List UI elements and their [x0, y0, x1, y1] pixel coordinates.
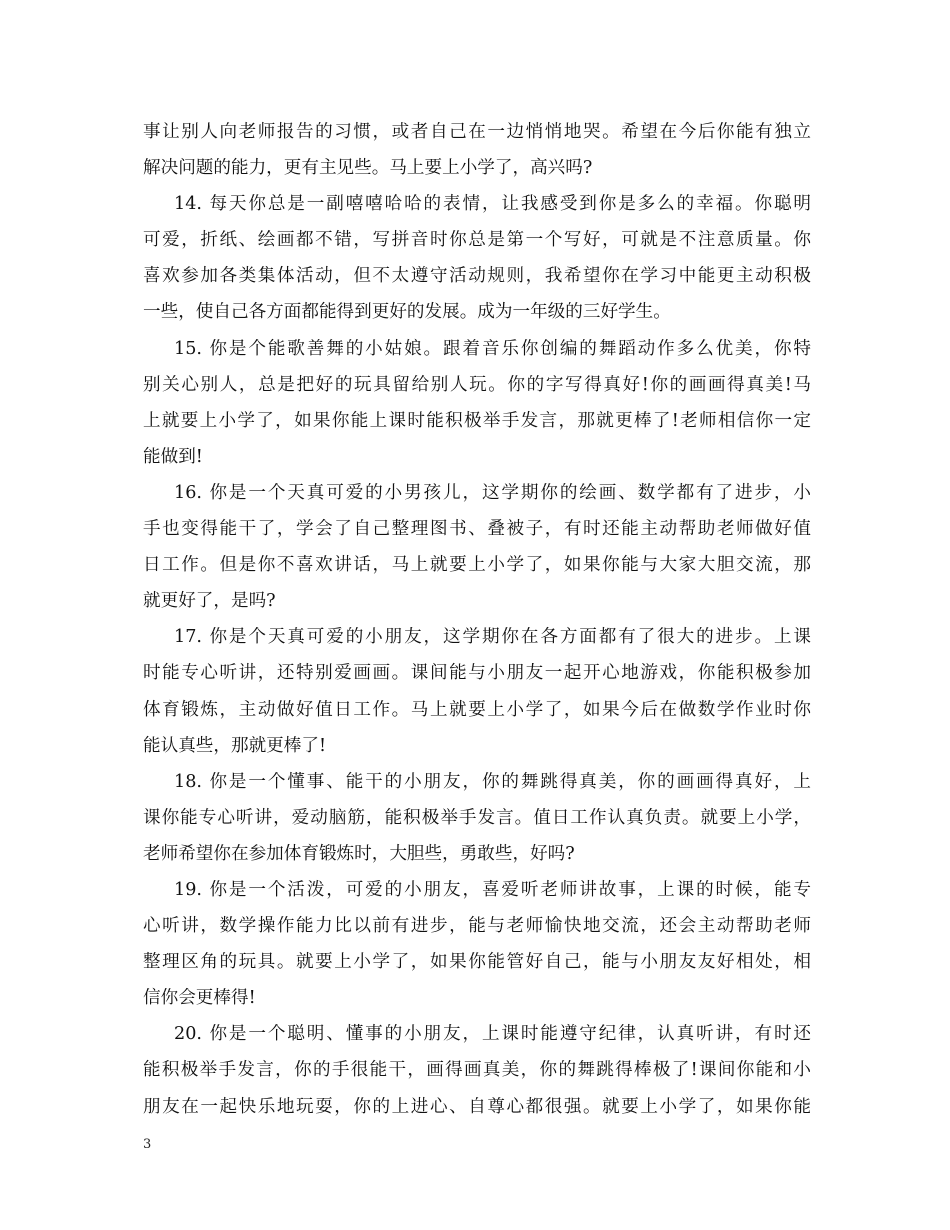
- text-line: 能做到!: [143, 446, 203, 467]
- text-line: 时能专心听讲，还特别爱画画。课间能与小朋友一起开心地游戏，你能积极参加: [143, 663, 811, 684]
- text-line: 解决问题的能力，更有主见些。马上要上小学了，高兴吗?: [143, 158, 593, 179]
- text-line: 心听讲，数学操作能力比以前有进步，能与老师愉快地交流，还会主动帮助老师: [143, 916, 811, 937]
- document-body: [143, 114, 811, 1125]
- paragraph-20-start: 20. 你是一个聪明、懂事的小朋友，上课时能遵守纪律，认真听讲，有时还: [174, 1024, 811, 1045]
- text-line: 可爱，折纸、绘画都不错，写拼音时你总是第一个写好，可就是不注意质量。你: [143, 230, 811, 251]
- text-line: 事让别人向老师报告的习惯，或者自己在一边悄悄地哭。希望在今后你能有独立: [143, 122, 811, 142]
- text-line: 上就要上小学了，如果你能上课时能积极举手发言，那就更棒了!老师相信你一定: [143, 410, 811, 431]
- text-line: 日工作。但是你不喜欢讲话，马上就要上小学了，如果你能与大家大胆交流，那: [143, 555, 811, 576]
- text-line: 整理区角的玩具。就要上小学了，如果你能管好自己，能与小朋友友好相处，相: [143, 952, 811, 973]
- paragraph-17-start: 17. 你是个天真可爱的小朋友，这学期你在各方面都有了很大的进步。上课: [174, 627, 811, 648]
- text-line: 就更好了，是吗?: [143, 591, 276, 612]
- page-number: 3: [143, 1137, 152, 1152]
- text-line: 体育锻炼，主动做好值日工作。马上就要上小学了，如果今后在做数学作业时你: [143, 699, 811, 720]
- text-line: 一些，使自己各方面都能得到更好的发展。成为一年级的三好学生。: [143, 302, 671, 323]
- text-line: 喜欢参加各类集体活动，但不太遵守活动规则，我希望你在学习中能更主动积极: [143, 266, 811, 287]
- text-line: 老师希望你在参加体育锻炼时，大胆些，勇敢些，好吗?: [143, 843, 575, 864]
- paragraph-19-start: 19. 你是一个活泼，可爱的小朋友，喜爱听老师讲故事，上课的时候，能专: [174, 879, 811, 900]
- paragraph-14-start: 14. 每天你总是一副嘻嘻哈哈的表情，让我感受到你是多么的幸福。你聪明: [174, 194, 811, 215]
- text-line: 别关心别人，总是把好的玩具留给别人玩。你的字写得真好!你的画画得真美!马: [143, 374, 811, 395]
- text-line: 手也变得能干了，学会了自己整理图书、叠被子，有时还能主动帮助老师做好值: [143, 519, 811, 540]
- paragraph-15-start: 15. 你是个能歌善舞的小姑娘。跟着音乐你创编的舞蹈动作多么优美，你特: [174, 338, 811, 359]
- text-line: 课你能专心听讲，爱动脑筋，能积极举手发言。值日工作认真负责。就要上小学，: [143, 807, 811, 828]
- text-line: 能认真些，那就更棒了!: [143, 735, 327, 756]
- text-line: 信你会更棒得!: [143, 988, 256, 1009]
- paragraph-18-start: 18. 你是一个懂事、能干的小朋友，你的舞跳得真美，你的画画得真好，上: [174, 771, 811, 792]
- text-line: 能积极举手发言，你的手很能干，画得画真美，你的舞跳得棒极了!课间你能和小: [143, 1060, 811, 1081]
- text-line: 朋友在一起快乐地玩耍，你的上进心、自尊心都很强。就要上小学了，如果你能: [143, 1096, 811, 1117]
- paragraph-16-start: 16. 你是一个天真可爱的小男孩儿，这学期你的绘画、数学都有了进步，小: [174, 482, 811, 503]
